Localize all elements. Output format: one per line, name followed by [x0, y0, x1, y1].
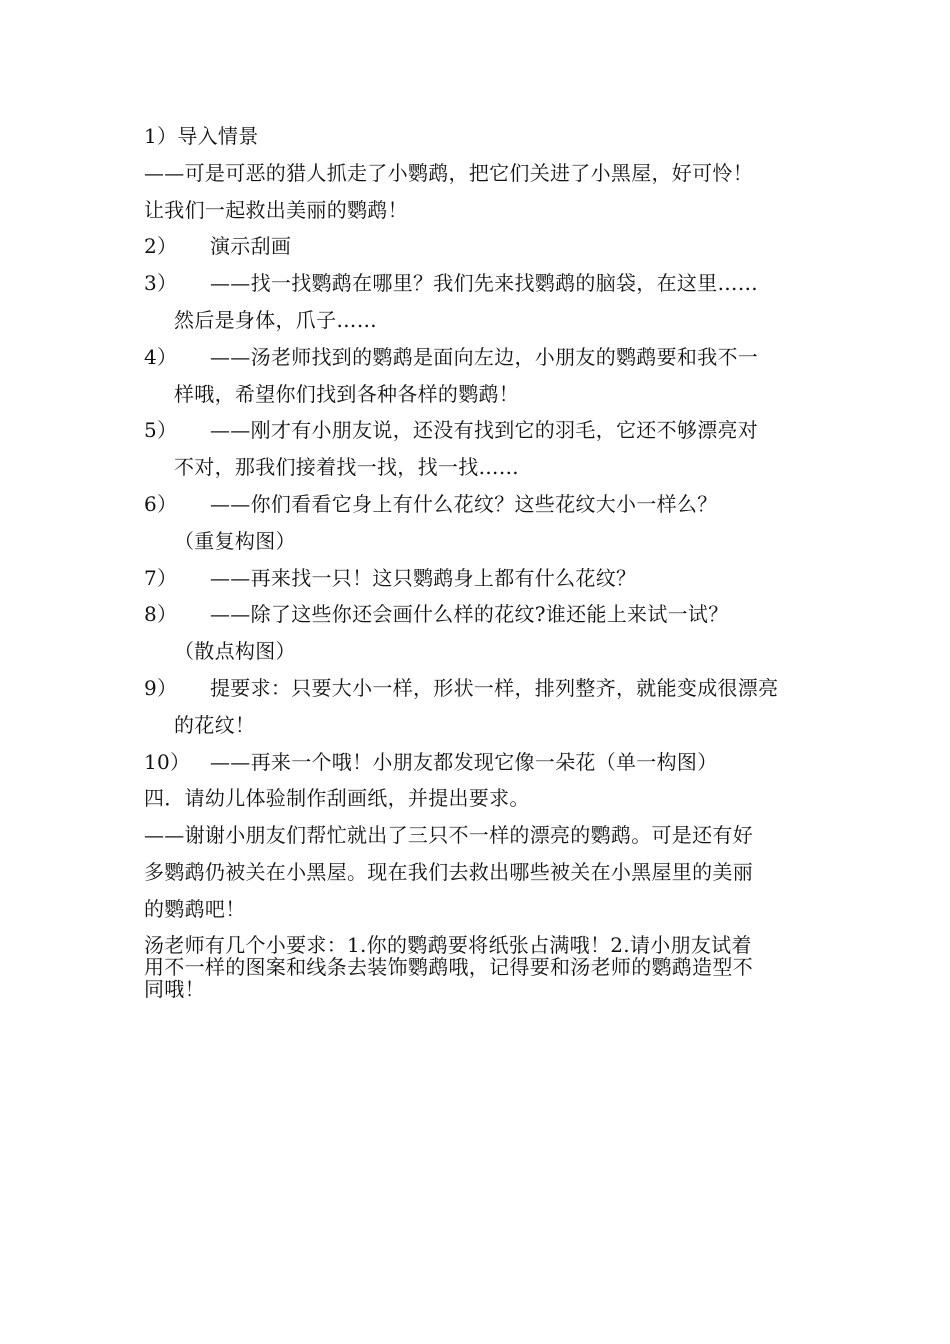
list-item — [144, 596, 810, 670]
list-item-continuation: （散点构图） — [174, 639, 296, 664]
list-item-text: ——除了这些你还会画什么样的花纹?谁还能上来试一试？ — [210, 602, 729, 627]
list-item — [144, 339, 810, 413]
list-item-text: ——再来一个哦！小朋友都发现它像一朵花（单一构图） — [210, 749, 718, 774]
list-item-continuation: 不对，那我们接着找一找，找一找…… — [174, 455, 520, 480]
list-item-text: ——再来找一只！这只鹦鹉身上都有什么花纹？ — [210, 565, 637, 590]
list-item — [144, 560, 810, 597]
list-item-number: 5） — [144, 418, 178, 443]
paragraph-line: 的鹦鹉吧！ — [144, 896, 246, 921]
paragraph-line: 让我们一起救出美丽的鹦鹉！ — [144, 197, 408, 222]
list-item-continuation: （重复构图） — [174, 528, 296, 553]
paragraph-line: ——可是可恶的猎人抓走了小鹦鹉，把它们关进了小黑屋，好可怜！ — [144, 160, 753, 185]
paragraph-line: 同哦！ — [144, 976, 205, 1001]
list-item-continuation: 的花纹！ — [174, 712, 256, 737]
list-item-number: 2） — [144, 234, 178, 259]
list-item-continuation: 样哦，希望你们找到各种各样的鹦鹉！ — [174, 381, 520, 406]
list-item-text: 演示刮画 — [210, 234, 292, 259]
paragraph-line: ——谢谢小朋友们帮忙就出了三只不一样的漂亮的鹦鹉。可是还有好 — [144, 823, 753, 848]
list-item-text: ——找一找鹦鹉在哪里？我们先来找鹦鹉的脑袋，在这里…… — [210, 271, 759, 296]
list-item-number: 8） — [144, 602, 178, 627]
list-item-number: 9） — [144, 675, 178, 700]
list-item-number: 7） — [144, 565, 178, 590]
section-heading-four: 四．请幼儿体验制作刮画纸，并提出要求。 — [144, 786, 530, 811]
list-item — [144, 486, 810, 560]
paragraph-line: 汤老师有几个小要求：1.你的鹦鹉要将纸张占满哦！2.请小朋友试着 — [144, 932, 752, 957]
paragraph-line: 用不一样的图案和线条去装饰鹦鹉哦，记得要和汤老师的鹦鹉造型不 — [144, 954, 753, 979]
requirements-paragraph — [144, 934, 810, 1000]
list-item-text: 提要求：只要大小一样，形状一样，排列整齐，就能变成很漂亮 — [210, 675, 779, 700]
list-item-text: ——汤老师找到的鹦鹉是面向左边，小朋友的鹦鹉要和我不一 — [210, 344, 759, 369]
list-item-number: 4） — [144, 344, 178, 369]
list-item-number: 3） — [144, 271, 178, 296]
list-item — [144, 265, 810, 339]
list-item-text: ——你们看看它身上有什么花纹？这些花纹大小一样么？ — [210, 491, 718, 516]
list-item — [144, 412, 810, 486]
list-item-text: ——刚才有小朋友说，还没有找到它的羽毛，它还不够漂亮对 — [210, 418, 759, 443]
document-body — [144, 118, 810, 1000]
list-item — [144, 228, 810, 265]
list-item-continuation: 然后是身体，爪子…… — [174, 307, 377, 332]
list-item-number: 6） — [144, 491, 178, 516]
list-item — [144, 670, 810, 744]
list-item-number: 10） — [144, 749, 191, 774]
section-heading-intro: 1）导入情景 — [144, 124, 259, 148]
list-item — [144, 744, 810, 781]
paragraph-line: 多鹦鹉仍被关在小黑屋。现在我们去救出哪些被关在小黑屋里的美丽 — [144, 859, 753, 884]
